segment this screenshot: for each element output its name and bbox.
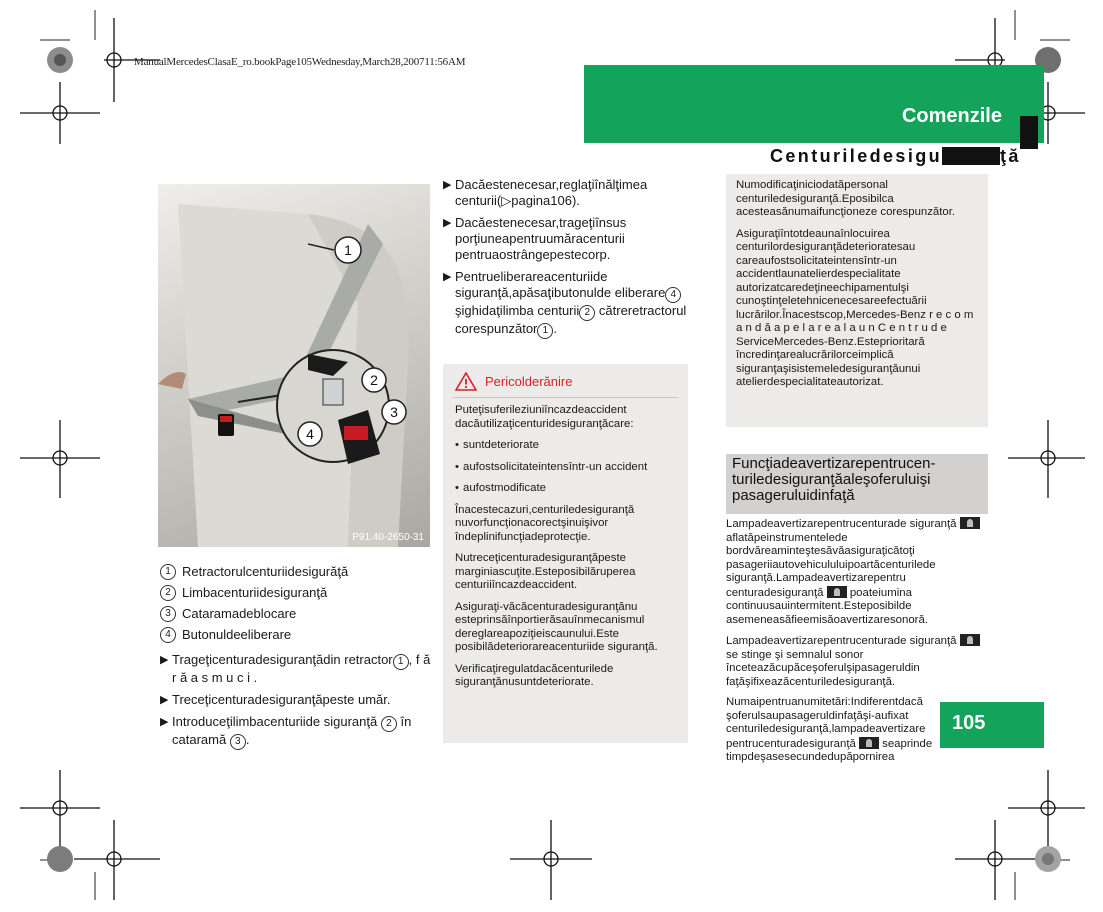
warning-bullet: • aufostsolicitateintensîntr-un accident [455, 460, 648, 473]
instruction-steps-left [160, 652, 432, 756]
arrow-bullet-icon: ▶ [160, 654, 169, 666]
instruction-step: ▶ Pentrueliberareacenturiide siguranţă,apăsaţibutonulde eliberare 4 şighidaţilimba centurii 2 cătreretractorul corespunzător 1 . [443, 269, 688, 339]
warning-paragraph: Asiguraţi-văcăcenturadesiguranţănu esteprinsăînportierăsauînmecanismul dereglareapoziţieiscaunului.Este posibilădeteriorareacenturiide siguranţă. [455, 600, 658, 653]
chapter-bar [584, 65, 1044, 143]
arrow-bullet-icon: ▶ [160, 716, 169, 728]
seatbelt-warning-icon [859, 737, 879, 749]
instruction-step: ▶ Treceţicenturadesiguranţăpeste umăr. [160, 692, 391, 707]
warning-box [443, 364, 688, 743]
seatbelt-warning-icon [960, 634, 980, 646]
photo-callout: 4 [306, 426, 314, 442]
legend-item: 1 Retractorulcenturiidesigurăţă [160, 561, 348, 582]
instruction-step: ▶ Dacăestenecesar,reglaţiînălţimea centurii(▷pagina106). [443, 177, 648, 208]
legend-item: 2 Limbacenturiidesiguranţă [160, 582, 348, 603]
instruction-step: ▶ Trageţicenturadesiguranţădin retractor 1 , f ă r ă a s m u c i . [160, 652, 431, 685]
function-paragraph: Lampadeavertizarepentrucenturade siguranţă aflatăpeinstrumentelede bordvăreaminteştesăvăasiguraţicătoţi pasageriiautovehicululuipoartăcenturilede siguranţă.Lampadeavertizarepentru centuradesiguranţă poateiumina continuusauintermitent.Esteposibilde asemeneasăfieemisăoavertizaresonoră. [726, 517, 988, 627]
thumb-index-tab [1020, 116, 1038, 149]
book-crop-header: ManualMercedesClasaE_ro.bookPage105Wednesday,March28,200711:56AM [134, 56, 466, 68]
warning-paragraph: Verificaţiregulatdacăcenturilede siguranţănusuntdeteriorate. [455, 662, 614, 688]
arrow-bullet-icon: ▶ [443, 271, 452, 283]
warning-triangle-icon [455, 372, 477, 391]
seatbelt-warning-icon [827, 586, 847, 598]
chapter-title: Comenzile [901, 105, 1002, 127]
photo-callout: 1 [344, 242, 352, 258]
seatbelt-photo [158, 184, 430, 547]
section-title: Centuriledesigu ţă [770, 146, 1021, 166]
arrow-bullet-icon: ▶ [443, 217, 452, 229]
photo-legend [160, 561, 348, 645]
seatbelt-warning-icon [960, 517, 980, 529]
warning-paragraph: Înacestecazuri,centuriledesiguranţă nuvorfuncţionacorectşinuişivor îndeplinifuncţiadeprotecţie. [455, 503, 635, 543]
page-number: 105 [952, 712, 986, 734]
instruction-step: ▶ Introduceţilimbacenturiide siguranţă 2 în cataramă 3 . [160, 714, 432, 750]
photo-callout: 2 [370, 372, 378, 388]
warning-title: Pericolderănire [485, 374, 573, 389]
photo-callout: 3 [390, 404, 398, 420]
legend-item: 3 Cataramadeblocare [160, 603, 348, 624]
warning-bullet: • suntdeteriorate [455, 439, 539, 451]
instruction-steps-middle [443, 177, 688, 345]
warning-paragraph: Nutreceţicenturadesiguranţăpeste marginiascuţite.Esteposibilăruperea centuriiîncazdeaccident. [455, 552, 636, 591]
note-paragraph: Numodificaţiniciodatăpersonal centuriledesiguranţă.Eposibilca acesteasănumaifuncţioneze corespunzător. [736, 179, 956, 218]
legend-item: 4 Butonuldeeliberare [160, 624, 348, 645]
note-paragraph: Asiguraţiîntotdeaunaînlocuirea centurilordesiguranţădeterioratesau careaufostsolicitateintensîntr-un accidentlaunatelierdespecialitate autorizatcaredeţineechipamentulşi cunoştinţeletehnicenecesareefectuării lucrărilor.Înacestscop,Mercedes-Benz r e c o m a n d ă a p e l a r e a l a u n C e n t r u d e ServiceMercedes-Benz.Esteprioritară încredinţarealucrărilorceimplică siguranţaşisistemeledesiguranţăunui atelierdespecialitateautorizat. [736, 227, 974, 388]
warning-intro: Puteţisuferileziuniîncazdeaccident dacăutilizaţicenturidesiguranţăcare: [455, 404, 634, 430]
warning-bullet: • aufostmodificate [455, 482, 546, 494]
function-paragraph: Lampadeavertizarepentrucenturade siguranţă se stinge şi semnalul sonor înceteazăcupăceşoferulşipasageruldin faţăşifixeazăcenturiledesiguranţă. [726, 634, 988, 689]
function-heading: Funcţiadeavertizarepentrucen- turiledesiguranţăaleşoferuluişi pasageruluidinfaţă [726, 454, 988, 514]
instruction-step: ▶ Dacăestenecesar,trageţiînsus porţiuneapentruumăracenturii pentruaostrângepestecorp. [443, 215, 627, 262]
note-box [726, 174, 988, 427]
function-paragraph: Numaipentruanumitetări:Indiferentdacă şoferulsaupasageruldinfaţăşi-aufixat centuriledesiguranţă,lampadeavertizare pentrucenturadesiguranţă seaprinde timpdeşasesecundedupăpornirea [726, 696, 933, 763]
arrow-bullet-icon: ▶ [443, 179, 452, 191]
arrow-bullet-icon: ▶ [160, 694, 169, 706]
photo-code: P91.40-2650-31 [352, 532, 424, 543]
page-number-tab [940, 702, 1044, 748]
